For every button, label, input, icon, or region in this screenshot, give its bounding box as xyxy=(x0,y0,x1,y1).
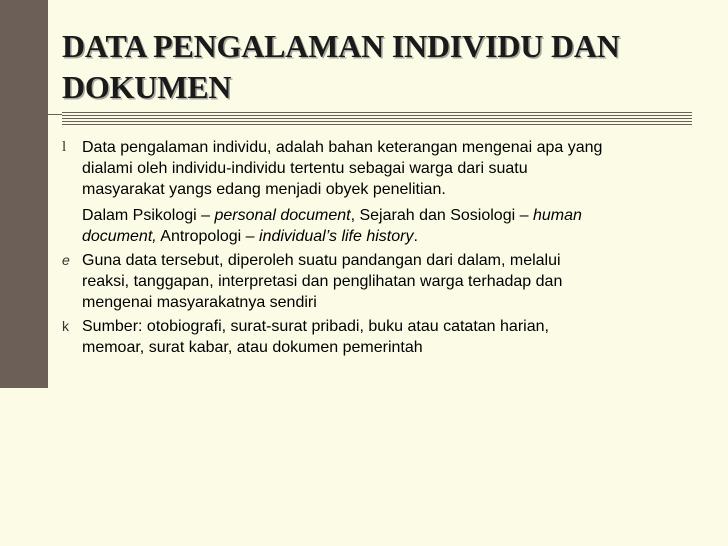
bullet-item-2 xyxy=(62,250,702,313)
sub-text-sejarah: , Sejarah dan Sosiologi – xyxy=(350,207,533,224)
bullet-1-subparagraph xyxy=(62,205,702,247)
title-divider xyxy=(0,114,62,115)
sub-line-1 xyxy=(82,205,702,226)
sub-text-period: . xyxy=(413,228,418,245)
sub-line-2 xyxy=(82,226,702,247)
bullet-2-line-2: reaksi, tanggapan, interpretasi dan penglihatan warga terhadap dan xyxy=(82,273,563,290)
bullet-1-line-1: Data pengalaman individu, adalah bahan keterangan mengenai apa yang xyxy=(82,139,603,156)
slide-title-line-2: DOKUMEN xyxy=(62,69,232,105)
sub-term-life-history: individual’s life history xyxy=(259,228,414,245)
slide-title-line-1: DATA PENGALAMAN INDIVIDU DAN xyxy=(62,28,620,64)
slide-body xyxy=(62,137,702,360)
sub-term-human: human xyxy=(532,207,582,224)
sub-term-document: document, xyxy=(82,228,157,245)
bullet-marker-2: e xyxy=(62,252,70,268)
title-divider-stripes xyxy=(62,112,692,126)
bullet-1-line-2: dialami oleh individu-individu tertentu sebagai warga dari suatu xyxy=(82,160,528,177)
bullet-marker-1: l xyxy=(62,139,67,155)
bullet-2-line-1: Guna data tersebut, diperoleh suatu pandangan dari dalam, melalui xyxy=(82,252,561,269)
bullet-3-line-2: memoar, surat kabar, atau dokumen pemerintah xyxy=(82,339,423,356)
left-accent-bar xyxy=(0,0,48,388)
bullet-3-line-1: Sumber: otobiografi, surat-surat pribadi, buku atau catatan harian, xyxy=(82,318,549,335)
sub-text-psikologi: Dalam Psikologi – xyxy=(82,207,215,224)
slide-title xyxy=(62,26,702,108)
sub-text-antropologi: Antropologi – xyxy=(156,228,260,245)
bullet-2-line-3: mengenai masyarakatnya sendiri xyxy=(82,294,317,311)
bullet-marker-3: k xyxy=(62,318,69,334)
sub-term-personal-document: personal document xyxy=(214,207,351,224)
bullet-item-3 xyxy=(62,316,702,358)
bullet-1-line-3: masyarakat yangs edang menjadi obyek penelitian. xyxy=(82,181,446,198)
bullet-item-1 xyxy=(62,137,702,200)
